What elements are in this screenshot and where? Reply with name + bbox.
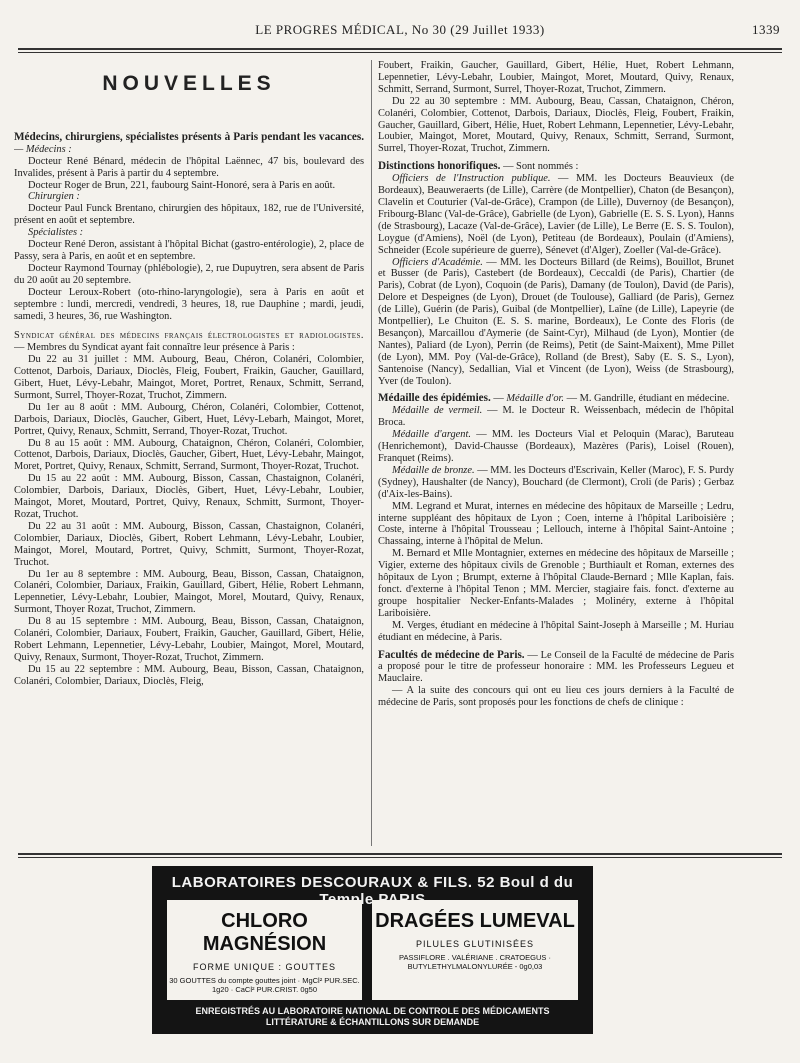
left-column bbox=[14, 60, 364, 850]
section-title: NOUVELLES bbox=[102, 72, 276, 95]
ad-registered: ENREGISTRÉS AU LABORATOIRE NATIONAL DE CONTROLE DES MÉDICAMENTS bbox=[195, 1006, 550, 1016]
ad-rule-thin bbox=[18, 857, 782, 858]
advertisement bbox=[152, 866, 593, 1034]
or-label: Médaille d'or. bbox=[506, 393, 565, 405]
ad-composition: 30 GOUTTES du compte gouttes joint · MgCl² PUR.SEC. 1g20 · CaCl² PUR.CRIST. 0g50 bbox=[169, 976, 360, 994]
paragraph: M. Verges, étudiant en médecine à l'hôpital Saint-Joseph à Marseille ; M. Huriau étudiant en médecine, à Paris. bbox=[378, 619, 734, 643]
facultes-text: — Le Conseil de la Faculté de médecine de Paris a proposé pour le titre de professeur honoraire : MM. les Professeurs Legueu et Mauclaire. bbox=[378, 649, 734, 685]
chirurgien-label: Chirurgien : bbox=[28, 191, 80, 203]
distinctions-title: Distinctions honorifiques. bbox=[378, 160, 501, 173]
vermeil-text: — M. le Docteur R. Weissenbach, médecin de l'hôpital Broca. bbox=[378, 405, 734, 429]
ad-ingredients: PASSIFLORE . VALÉRIANE . CRATOEGUS · BUTYLETHYLMALONYLURÉE - 0g0,03 bbox=[399, 953, 551, 971]
ad-footer bbox=[152, 1006, 593, 1028]
syndicat-title: Syndicat général des médecins français électrologistes et radiologistes. bbox=[14, 330, 364, 342]
ad-laboratory-name: LABORATOIRES DESCOURAUX & FILS. 52 Boul d du bbox=[171, 874, 574, 891]
ad-rule bbox=[18, 853, 782, 855]
distinctions-heading bbox=[378, 161, 734, 173]
epidemies-title: Médaille des épidémies. bbox=[378, 392, 491, 405]
subheading bbox=[14, 227, 364, 239]
bronze-label: Médaille de bronze. bbox=[392, 464, 475, 476]
journal-title: LE PROGRES MÉDICAL, No 30 (29 Juillet 1933) bbox=[255, 22, 545, 37]
paragraph: M. Bernard et Mlle Montagnier, externes en médecine des hôpitaux de Marseille ; Vigier, externe des hôpitaux civils de Grenoble ; Burthiault et Roman, externes des hôpitaux de Lyon ; Brumpt, externe à l'hôpital Claude-Bernard ; Mlle Kaplan, fais. fonct. d'externe à l'hôpital Tenon ; MM. Mercier, stagiaire fais. fonct. d'externe au groupe hospitalier Necker-Enfants-Malades ; Molinéry, externe à l'hôpital Lariboisière. bbox=[378, 548, 734, 619]
vacances-title: Médecins, chirurgiens, spécialistes présents à Paris pendant les vacances. bbox=[14, 130, 364, 143]
header-rule-thin bbox=[18, 52, 782, 53]
paragraph: Du 1er au 8 septembre : MM. Aubourg, Beau, Bisson, Cassan, Chataignon, Colanéri, Colombier, Dariaux, Fraikin, Gauillard, Gibert, Hélie, Robert Lehmann, Lepennetier, Lévy-Lebahr, Loubier, Maingot, Morel, Moutard, Quivy, Renaux, Surmont, Thoyer Rozat, Truchot, Zimmern. bbox=[14, 568, 364, 616]
instruction-label: Officiers de l'Instruction publique. bbox=[392, 173, 551, 185]
running-header bbox=[20, 22, 780, 40]
vermeil-label: Médaille de vermeil. bbox=[392, 405, 483, 417]
paragraph: Foubert, Fraikin, Gaucher, Gauillard, Gibert, Hélie, Huet, Robert Lehmann, Lepennetier, Lévy-Lebahr, Loubier, Maingot, Moret, Moutard, Quivy, Renaux, Schmitt, Serrand, Surmont, Surrel, Thoyer-Rozat, Truchot, Zimmern. bbox=[378, 60, 734, 95]
paragraph: Du 8 au 15 août : MM. Aubourg, Chataignon, Chéron, Colanéri, Colombier, Cottenot, Darbois, Dariaux, Dioclès, Gaucher, Gibert, Huet, Lévy-Lebahr, Maingot, Moret, Portret, Quivy, Renaux, Schmitt, Serrand, Surmont, Thoyer-Rozat, Truchot. bbox=[14, 437, 364, 473]
bronze-text: — MM. les Docteurs d'Escrivain, Keller (Maroc), F. S. Purdy (Sydney), Haushalter (de Nancy), Bouchard (de Clermont), Croli (de Paris) ; Gerbaz (d'Aix-les-Bains). bbox=[378, 464, 734, 500]
right-column bbox=[378, 60, 734, 850]
paragraph: Docteur René Bénard, médecin de l'hôpital Laënnec, 47 bis, boulevard des Invalides, présent à Paris à partir du 4 septembre. bbox=[14, 155, 364, 179]
paragraph: Docteur René Deron, assistant à l'hôpital Bichat (gastro-entérologie), 2, place de Passy, sera à Paris, en août et en septembre. bbox=[14, 239, 364, 262]
argent-text: — MM. les Docteurs Vial et Peloquin (Marac), Baruteau (Henrichemont), David-Chausse (Bordeaux), Mazères (Paris), Loisel (Rouen), Franquet (Reims). bbox=[378, 429, 734, 464]
paragraph: Docteur Raymond Tournay (phlébologie), 2, rue Dupuytren, sera absent de Paris du 20 août au 20 septembre. bbox=[14, 262, 364, 286]
subheading bbox=[14, 191, 364, 203]
paragraph: Docteur Paul Funck Brentano, chirurgien des hôpitaux, 182, rue de l'Université, présent en août et septembre. bbox=[14, 203, 364, 227]
syndicat-heading bbox=[14, 330, 364, 354]
specialistes-label: Spécialistes : bbox=[28, 227, 84, 239]
vacances-heading-tail: — Médecins : bbox=[14, 143, 72, 155]
or-text: — M. Gandrille, étudiant en médecine. bbox=[564, 393, 730, 405]
column-divider bbox=[371, 60, 372, 846]
paragraph: MM. Legrand et Murat, internes en médecine des hôpitaux de Marseille ; Ledru, interne suppléant des hôpitaux de Lyon ; Coen, interne à l'hôpital Lariboisière ; Coste, interne à l'hôpital Trousseau ; Lellouch, interne à l'hôpital Saint-Antoine ; Chassaing, interne à l'hôpital de Melun. bbox=[378, 500, 734, 548]
academie-text: — MM. les Docteurs Billard (de Reims), Bouillot, Brunet et Busser (de Paris), Castebert (de Bordeaux), Ceccaldi (de Paris), Chartier (de Paris), Cobrat (de Lyon), Coquoin (de Paris), Damany (de Toulon), David (de Paris), Delore et Despeignes (de Lyon), Drouet (de Toulouse), Galliard (de Paris), Gernez (de Lille), Guérin (de Paris), Guibal (de Montpellier), Laîne (de Lille), Lapeyrie (de Montpellier), Le Chuiton (E. S. S. marine, Bordeaux), Le Conte des Floris (de Besançon), Marcaillou d'Aymerie (de Saint-Cyr), Milhaud (de Lyon), Montier (de Nantes), Paliard (de Lyon), Perrin (de Reims), Petit (de Saint-Maixent), Mme Pillet (de Lyon), MM. Poy (Val-de-Grâce), Rolland (de Brest), Saby (E. S. S., Lyon), Santenoise (Nancy), Sedallian, Vial et Vincent (de Lyon), Weiss (de Strasbourg), Yver (de Toulon). bbox=[378, 256, 734, 387]
page-number: 1339 bbox=[752, 22, 780, 37]
ad-pills: PILULES GLUTINISÉES bbox=[415, 939, 535, 949]
facultes-title: Facultés de médecine de Paris. bbox=[378, 648, 525, 661]
paragraph: Du 15 au 22 août : MM. Aubourg, Bisson, Cassan, Chastaignon, Colanéri, Colombier, Darbois, Dariaux, Dioclès, Gibert, Huet, Lévy-Lebahr, Loubier, Maingot, Moret, Moutard, Portret, Quivy, Renaux, Schmitt, Surmont, Thoyer-Rozat, Truchot. bbox=[14, 473, 364, 520]
facultes-heading bbox=[378, 650, 734, 686]
paragraph bbox=[378, 173, 734, 256]
paragraph: Du 22 au 31 juillet : MM. Aubourg, Beau, Chéron, Colanéri, Colombier, Cottenot, Darbois, Dariaux, Dioclès, Fleig, Foubert, Fraikin, Gaucher, Gauillard, Gibert, Huet, Lévy-Lebahr, Maingot, Moret, Portret, Renaux, Schmitt, Serrand, Surmont, Surrel, Thoyer-Rozat, Truchot, Zimmern. bbox=[14, 354, 364, 401]
ad-product-dragees: DRAGÉES LUMEVAL bbox=[375, 910, 575, 932]
epidemies-heading: Médaille des épidémies. — Médaille d'or. — M. Gandrille, étudiant en médecine. bbox=[378, 392, 730, 405]
academie-label: Officiers d'Académie. bbox=[392, 256, 483, 268]
paragraph: Du 1er au 8 août : MM. Aubourg, Chéron, Colanéri, Colombier, Cottenot, Darbois, Dariaux, Dioclès, Gaucher, Gibert, Huet, Lévy-Lebarh, Maingot, Moret, Portret, Quivy, Renaux, Schmitt, Serrand, Thoyer-Rozat, Truchot. bbox=[14, 401, 364, 437]
paragraph: Du 22 au 30 septembre : MM. Aubourg, Beau, Cassan, Chataignon, Chéron, Colanéri, Colombier, Cottenot, Darbois, Dariaux, Dioclès, Fleig, Foubert, Fraikin, Gaucher, Gauillard, Gibert, Hélie, Huet, Robert Lehmann, Lepennetier, Lévy-Lebahr, Loubier, Maingot, Moret, Moutard, Quivy, Renaux, Schmitt, Serrand, Surmont, Surrel, Thoyer-Rozat, Truchot, Zimmern. bbox=[378, 95, 734, 155]
header-rule bbox=[18, 48, 782, 50]
paragraph: Docteur Leroux-Robert (oto-rhino-laryngologie), sera à Paris en août et septembre : lundi, mercredi, vendredi, 3 heures, 18, rue Dauphine ; mardi, jeudi, samedi, 3 heures, 36, rue Washington. bbox=[14, 286, 364, 322]
paragraph: Du 22 au 31 août : MM. Aubourg, Bisson, Cassan, Chastaignon, Colanéri, Colombier, Dariaux, Dioclès, Gibert, Robert Lehmann, Lévy-Lebahr, Loubier, Maingot, Morel, Moutard, Portret, Quivy, Schmitt, Surmont, Thoyer-Rozat, Truchot. bbox=[14, 520, 364, 568]
instruction-text: — MM. les Docteurs Beauvieux (de Bordeaux), Beauweraerts (de Lille), Carrère (de Montpellier), Chaton (de Besançon), Clavelin et Couturier (Val-de-Grâce), Crampon (de Lille), Duvernoy (de Besançon), Fribourg-Blanc (Val-de-Grâce), Gabrielle (de Lyon), Gabrielle (E. S. S. Lyon), Hanns (de Strasbourg), Lacaze (Val-de-Grâce), Lavier (de Lille), Le Berre (E. S. S. Toulon), Loygue (d'Amiens), Noël (de Lyon), Petiteau (de Bordeaux), Poulain (d'Amiens), Schneider (Ecole supérieure de guerre), Sénevet (d'Alger), Zoeller (Val-de-Grâce). bbox=[378, 173, 734, 256]
paragraph bbox=[378, 429, 734, 465]
argent-label: Médaille d'argent. bbox=[392, 429, 471, 441]
ad-product-chloro: CHLORO MAGNÉSION bbox=[202, 910, 327, 955]
distinctions-tail: — Sont nommés : bbox=[500, 161, 579, 173]
ad-form: FORME UNIQUE : GOUTTES bbox=[192, 962, 336, 972]
paragraph: Docteur Roger de Brun, 221, faubourg Saint-Honoré, sera à Paris en août. bbox=[28, 179, 336, 191]
ad-literature: LITTÉRATURE & ÉCHANTILLONS SUR DEMANDE bbox=[265, 1017, 480, 1027]
paragraph bbox=[378, 257, 734, 388]
ad-panel-dragees bbox=[372, 900, 578, 1000]
paragraph: — A la suite des concours qui ont eu lieu ces jours derniers à la Faculté de médecine de Paris, sont proposés pour les fonctions de chefs de clinique : bbox=[378, 685, 734, 709]
vacances-heading bbox=[14, 132, 364, 156]
ad-panel-chloro bbox=[167, 900, 362, 1000]
paragraph bbox=[378, 405, 734, 429]
paragraph bbox=[378, 465, 734, 501]
syndicat-tail: — Membres du Syndicat ayant fait connaître leur présence à Paris : bbox=[14, 342, 295, 354]
paragraph: Du 8 au 15 septembre : MM. Aubourg, Beau, Bisson, Cassan, Chataignon, Colanéri, Colombier, Dariaux, Foubert, Fraikin, Gaucher, Gauillard, Gibert, Hélie, Robert Lehmann, Lepennetier, Lévy-Lebahr, Loubier, Maingot, Morel, Moutard, Quivy, Renaux, Surmont, Thoyer-Rozat, Truchot, Zimmern. bbox=[14, 616, 364, 663]
paragraph: Du 15 au 22 septembre : MM. Aubourg, Beau, Bisson, Cassan, Chataignon, Colanéri, Colombier, Dariaux, Dioclès, Fleig, bbox=[14, 663, 364, 687]
